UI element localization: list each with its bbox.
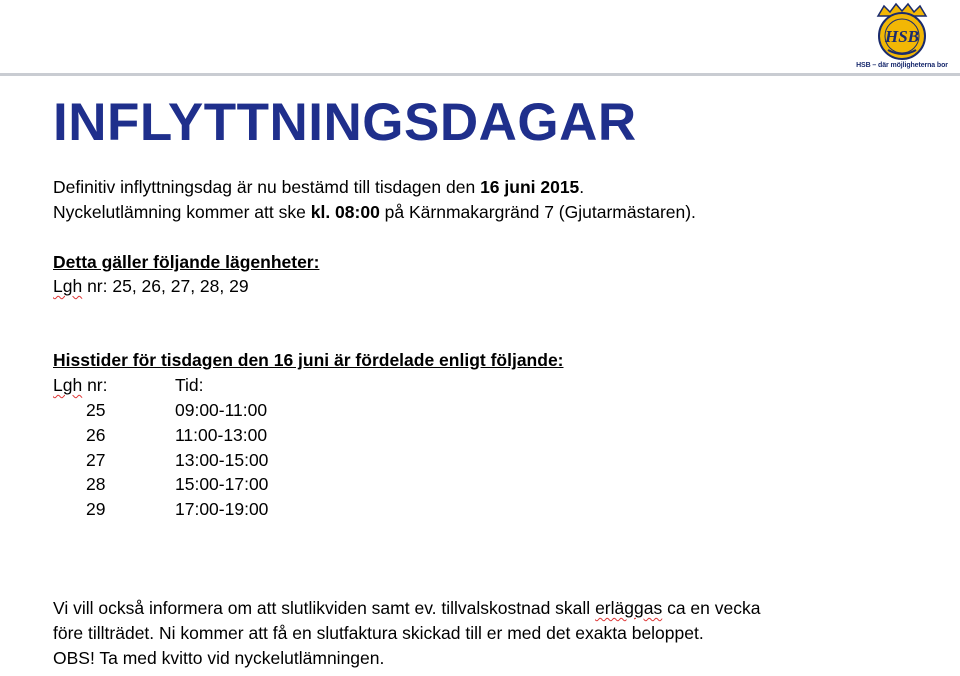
- col-header-tid: Tid:: [175, 375, 204, 395]
- table-row-lgh: 28: [86, 474, 106, 494]
- applies-apartments: [53, 274, 249, 299]
- table-row-tid: 15:00-17:00: [175, 474, 269, 494]
- table-row-lgh: 27: [86, 450, 106, 470]
- applies-heading: Detta gäller följande lägenheter:: [53, 252, 320, 272]
- key-handover-time: kl. 08:00: [310, 202, 380, 222]
- table-row-tid: 09:00-11:00: [175, 400, 268, 420]
- col-header-lgh: [53, 375, 108, 396]
- elevator-heading: Hisstider för tisdagen den 16 juni är fördelade enligt följande:: [53, 350, 564, 370]
- footer-line-3: OBS! Ta med kvitto vid nyckelutlämningen.: [53, 648, 385, 668]
- footer-line-1: [53, 596, 760, 621]
- table-row-tid: 13:00-15:00: [175, 450, 269, 470]
- col-header-lgh-label: Lgh: [53, 375, 83, 395]
- intro-line-1-text: Definitiv inflyttningsdag är nu bestämd till tisdagen den: [53, 177, 481, 197]
- intro-line-2-text: Nyckelutlämning kommer att ske: [53, 202, 311, 222]
- intro-line-1-end: .: [579, 177, 585, 197]
- hsb-emblem-icon: [870, 2, 934, 62]
- intro-line-1: [53, 175, 584, 200]
- table-row-tid: 11:00-13:00: [175, 425, 268, 445]
- apartment-list: nr: 25, 26, 27, 28, 29: [82, 276, 249, 296]
- page-title: INFLYTTNINGSDAGAR: [53, 93, 637, 152]
- header-divider: [0, 73, 960, 76]
- table-row-lgh: 26: [86, 425, 106, 445]
- table-row-lgh: 25: [86, 400, 106, 420]
- svg-text:HSB: HSB: [884, 27, 920, 46]
- footer-line-1-end: ca en vecka: [662, 598, 761, 618]
- footer-line-1-word: erläggas: [595, 598, 663, 618]
- hsb-logo: [848, 2, 956, 72]
- lgh-label: Lgh: [53, 276, 83, 296]
- logo-tagline: HSB – där möjligheterna bor: [856, 62, 948, 69]
- col-header-lgh-suffix: nr:: [82, 375, 108, 395]
- intro-line-2: [53, 200, 696, 225]
- table-row-lgh: 29: [86, 499, 106, 519]
- move-in-date: 16 juni 2015: [480, 177, 580, 197]
- table-row-tid: 17:00-19:00: [175, 499, 269, 519]
- footer-line-2: före tillträdet. Ni kommer att få en slutfaktura skickad till er med det exakta beloppet.: [53, 623, 704, 643]
- intro-line-2-end: på Kärnmakargränd 7 (Gjutarmästaren).: [379, 202, 696, 222]
- footer-line-1-text: Vi vill också informera om att slutlikviden samt ev. tillvalskostnad skall: [53, 598, 596, 618]
